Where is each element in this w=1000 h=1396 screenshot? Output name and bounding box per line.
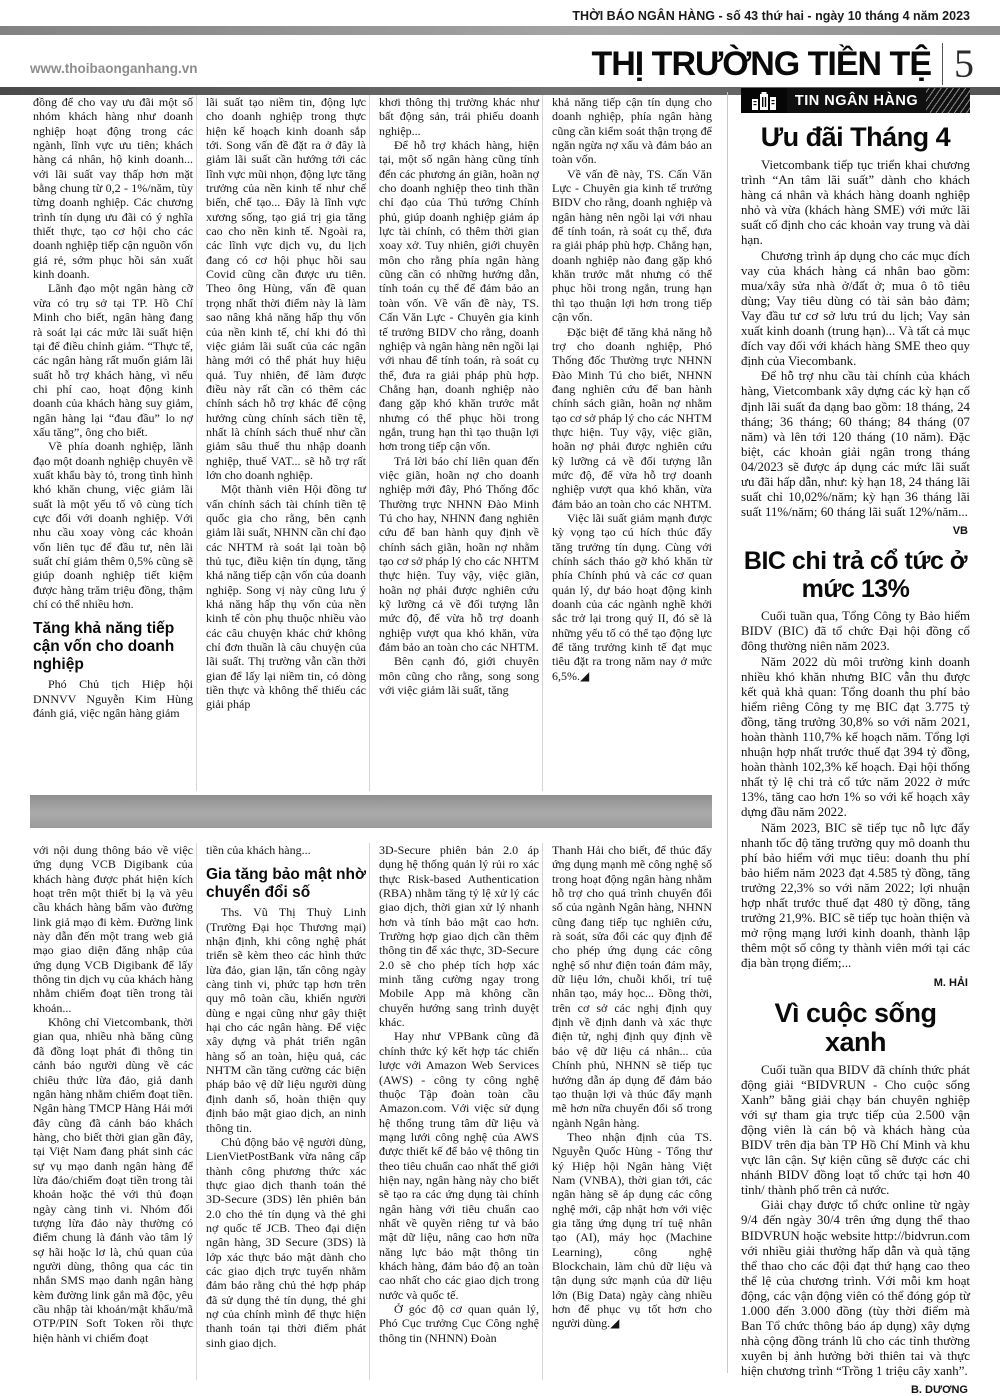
news-sidebar — [741, 88, 970, 1376]
section-title-group — [591, 43, 974, 85]
paragraph: Cuối tuần qua BIDV đã chính thức phát động giải “BIDVRUN - Cho cuộc sống Xanh” bằng giải chạy bán chuyên nghiệp với sự tham gia trực tiếp của 2.500 vận động viên là cán bộ và khách hàng của BIDV trên địa bàn TP Hồ Chí Minh và khu vực lân cận. Sự kiện cũng sẽ được các chi nhánh BIDV đồng loạt tổ chức tại hơn 40 tỉnh/ thành phố trên cả nước. — [741, 1063, 970, 1199]
paragraph: Ở góc độ cơ quan quản lý, Phó Cục trưởng Cục Công nghệ thông tin (NHNN) Đoàn — [379, 1302, 539, 1345]
paragraph: với nội dung thông báo về việc ứng dụng VCB Digibank của khách hàng được phát hiện kích hoạt trên một thiết bị lạ và yêu cầu khách hàng bấm vào đường link giả mạo đi kèm. Đường link này dẫn đến một trang web giả mạo giao diện đăng nhập của ứng dụng VCB Digibank để lấy thông tin dịch vụ của khách hàng nhằm chiếm đoạt tiền trong tài khoản... — [33, 843, 193, 1015]
paragraph: Không chỉ Vietcombank, thời gian qua, nhiều nhà băng cũng đã đồng loạt phát đi thông tin cảnh báo người dùng về các chiêu thức lừa đảo, giả danh ngân hàng nhằm chiếm đoạt tiền. Ngân hàng TMCP Hàng Hải mới đây cũng đã cảnh báo khách hàng, cho biết thời gian gần đây, tại Việt Nam đang phát sinh các sự vụ mạo danh ngân hàng để lừa đảo/chiếm đoạt tiền trong tài khoản hoặc thẻ với thủ đoạn ngày càng tinh vi. Nhóm đối tượng lừa đảo này thường có điểm chung là đánh vào tâm lý sợ hãi hoặc lơ là, chủ quan của người dùng, thông qua các tin nhắn SMS mạo danh ngân hàng kèm đường link gắn mã độc, yêu cầu nhập tài khoản/mật khẩu/mã OTP/PIN Soft Token rồi thực hiện hành vi chiếm đoạt — [33, 1015, 193, 1345]
paragraph: Năm 2022 dù môi trường kinh doanh nhiều khó khăn nhưng BIC vẫn thu được kết quả khả quan: Tổng doanh thu phí bảo hiểm riêng Công ty mẹ BIC đạt 3.775 tỷ đồng, tăng trưởng 30,8% so với năm 2021, hoàn thành 110,7% kế hoạch năm. Tổng lợi nhuận hợp nhất trước thuế đạt 394 tỷ đồng, hoàn thành 102,3% kế hoạch. Đại hội thống nhất tỷ lệ chi trả cổ tức năm 2022 ở mức 13%, tăng cao hơn 1% so với kế hoạch xây dựng đầu năm 2022. — [741, 655, 970, 821]
subheadline-tiep-can-von: Tăng khả năng tiếp cận vốn cho doanh nghiệp — [33, 620, 193, 674]
paragraph: Đặc biệt để tăng khả năng hỗ trợ cho doanh nghiệp, Phó Thống đốc Thường trực NHNN Đào Minh Tú cho biết, NHNN đang nghiên cứu để ban hành chính sách giãn, hoãn nợ nhằm tạo cơ sở pháp lý cho các NHTM thực hiện. Tuy vậy, việc giãn, hoãn nợ phải được nghiên cứu kỹ lưỡng cả về đối tượng lẫn mức độ, để vừa hỗ trợ doanh nghiệp vượt qua khó khăn, vừa đảm bảo an toàn cho các NHTM. — [552, 325, 712, 511]
paragraph: Trả lời báo chí liên quan đến việc giãn, hoãn nợ cho doanh nghiệp mới đây, Phó Thống đốc Thường trực NHNN Đào Minh Tú cho hay, NHNN đang nghiên cứu để ban hành quy định về chính sách giãn, hoãn nợ nhằm tạo cơ sở pháp lý cho các NHTM thực hiện. Tuy vậy, việc giãn, hoãn nợ phải được nghiên cứu kỹ lưỡng cả về đối tượng lẫn mức độ, để vừa hỗ trợ doanh nghiệp vượt qua khó khăn, vừa đảm bảo an toàn cho các NHTM. — [379, 454, 539, 655]
sidebar-article — [741, 123, 970, 537]
news-banner — [741, 88, 970, 113]
title-divider — [942, 43, 943, 85]
paragraph: Vietcombank tiếp tục triển khai chương trình “An tâm lãi suất” dành cho khách hàng cá nhân và khách hàng doanh nghiệp nhỏ và vừa (khách hàng SME) với mức lãi suất cố định cho các khoản vay trung và dài hạn. — [741, 158, 970, 249]
paragraph: Chương trình áp dụng cho các mục đích vay của khách hàng cá nhân bao gồm: mua/xây sửa nhà ở/đất ở; mua ô tô tiêu dùng; Vay tiêu dùng có tài sản bảo đảm; Vay đầu tư cơ sở lưu trú du lịch; Vay sản xuất kinh doanh (trung hạn)... Và tất cả mục đích vay đối với khách hàng SME theo quy định của Viecombank. — [741, 249, 970, 370]
article-column-4 — [542, 95, 712, 791]
sidebar-article — [741, 547, 970, 988]
sidebar-divider-rule — [727, 92, 728, 1373]
article-column-1 — [33, 843, 193, 1380]
page-number: 5 — [954, 44, 974, 84]
issue-line — [0, 0, 1000, 26]
article-title: Vì cuộc sống xanh — [741, 999, 970, 1057]
paragraph: Về vấn đề này, TS. Cấn Văn Lực - Chuyên gia kinh tế trưởng BIDV cho rằng, doanh nghiệp và ngân hàng nên ngồi lại với nhau để tính toán, rà soát cụ thể, đưa ra giải pháp phù hợp. Chẳng hạn, doanh nghiệp nào đang gặp khó khăn trước mắt nhưng có thể phục hồi trong ngắn, trung hạn thì tạo thuận lợi hơn trong tiếp cận vốn. — [552, 167, 712, 325]
article-title: Ưu đãi Tháng 4 — [741, 123, 970, 152]
sidebar-article — [741, 999, 970, 1396]
byline: B. DƯƠNG — [741, 1384, 968, 1396]
paragraph: Thanh Hải cho biết, để thúc đẩy ứng dụng mạnh mẽ công nghệ số trong hoạt động ngân hàng nhằm hỗ trợ cho quá trình chuyển đổi số của ngành Ngân hàng, NHNN cũng đang tiếp tục nghiên cứu, rà soát, sửa đổi các quy định để cho phép ứng dụng các công nghệ số như điện toán đám mây, dữ liệu lớn, chuỗi khối, trí tuệ nhân tạo, máy học... Đồng thời, trên cơ sở các nghị định quy định về định danh và xác thực điện tử, nghị định quy định về bảo vệ dữ liệu cá nhân... của Chính phủ, NHNN sẽ tiếp tục hướng dẫn áp dụng để đảm bảo tạo thuận lợi và thúc đẩy mạnh mẽ hơn nữa chuyển đổi số trong ngành Ngân hàng. — [552, 843, 712, 1130]
paragraph: đồng để cho vay ưu đãi một số nhóm khách hàng như doanh nghiệp hoạt động trong các ngành, lĩnh vực ưu tiên; khách hàng cá nhân, hộ kinh doanh... với lãi suất vay thấp hơn mặt bằng chung từ 0,2 - 1%/năm, tùy từng doanh nghiệp. Các chương trình tín dụng ưu đãi có ý nghĩa thiết thực, tạo cơ hội cho các doanh nghiệp tiếp cận nguồn vốn giá rẻ, sớm phục hồi sản xuất kinh doanh. — [33, 95, 193, 281]
masthead-divider-bar — [0, 26, 1000, 35]
stripes-decoration — [926, 88, 970, 113]
paragraph: Lãnh đạo một ngân hàng cỡ vừa có trụ sở tại TP. Hồ Chí Minh cho biết, ngân hàng đang rà soát lại các mức lãi suất hiện tại để điều chỉnh giảm. “Thực tế, các ngân hàng rất muốn giảm lãi suất hỗ trợ khách hàng, vì nếu chi phí cao, hoạt động kinh doanh của khách hàng suy giảm, ngân hàng lại “đau đầu” lo nợ xấu tăng”, ông cho biết. — [33, 281, 193, 439]
paragraph: Để hỗ trợ nhu cầu tài chính của khách hàng, Vietcombank xây dựng các kỳ hạn cố định lãi suất đa dạng bao gồm: 18 tháng, 24 tháng; 36 tháng; 60 tháng; 84 tháng (07 năm) và lên tới 120 tháng (10 năm). Đặc biệt, các khoản giải ngân trong tháng 04/2023 sẽ được áp dụng các mức lãi suất ưu đãi hấp dẫn, như: kỳ hạn 18, 24 tháng lãi suất chỉ 10,02%/năm; kỳ hạn 36 tháng lãi suất 11%/năm; 60 tháng lãi suất 12%/năm... — [741, 369, 970, 520]
main-article-bottom — [33, 843, 723, 1380]
title-row — [0, 35, 1000, 87]
masthead — [0, 0, 1000, 95]
paragraph: Việc lãi suất giảm mạnh được kỳ vọng tạo cú hích thúc đẩy tăng trưởng tín dụng. Cùng với chính sách tháo gỡ khó khăn từ phía Chính phủ và các cơ quan quản lý, dự báo hoạt động kinh doanh của các ngành nghề khởi sắc trở lại trong quý II, đó sẽ là những yếu tố có thể tạo động lực để tăng trưởng kinh tế đạt mục tiêu đặt ra trong năm nay ở mức 6,5%.◢ — [552, 511, 712, 683]
paragraph: Hay như VPBank cũng đã chính thức ký kết hợp tác chiến lược với Amazon Web Services (AWS) - công ty công nghệ thuộc Tập đoàn toàn cầu Amazon.com. Với việc sử dụng hệ thống trung tâm dữ liệu và mạng lưới công nghệ của AWS được thiết kế để bảo vệ thông tin theo tiêu chuẩn cao nhất thế giới hiện nay, ngân hàng này cho biết sẽ tạo ra các ứng dụng tài chính ngân hàng với tiêu chuẩn cao nhất về quyền riêng tư và bảo mật dữ liệu, nâng cao hơn nữa năng lực bảo mật thông tin khách hàng, đảm bảo độ an toàn cao nhất cho các giao dịch trong nước và quốc tế. — [379, 1029, 539, 1302]
article-column-1 — [33, 95, 193, 791]
paragraph: Về phía doanh nghiệp, lãnh đạo một doanh nghiệp chuyên về xuất khẩu bày tỏ, trong tình hình khó khăn chung, việc giảm lãi suất là một yếu tố vô cùng tích cực đối với doanh nghiệp. Với nhu cầu xoay vòng các khoản vốn liên tục để đầu tư, nên lãi suất chỉ giảm thêm 0,5% cũng sẽ giúp doanh nghiệp tiết kiệm được hàng trăm triệu đồng, thậm chí có thể nhiều hơn. — [33, 439, 193, 611]
paragraph: Bên cạnh đó, giới chuyên môn cũng cho rằng, song song với việc giảm lãi suất, tăng — [379, 654, 539, 697]
main-article-top — [33, 95, 723, 791]
paragraph: khơi thông thị trường khác như bất động sản, trái phiếu doanh nghiệp... — [379, 95, 539, 138]
paper-name: THỜI BÁO NGÂN HÀNG — [572, 9, 715, 23]
website-url: www.thoibaonganhang.vn — [30, 61, 198, 85]
paragraph: Năm 2023, BIC sẽ tiếp tục nỗ lực đẩy nhanh tốc độ tăng trưởng quy mô doanh thu phí bảo hiểm với mục tiêu: doanh thu phí bảo hiểm năm 2023 đạt 4.585 tỷ đồng, tăng trưởng 22,3% so với năm 2022; lợi nhuận hợp nhất trước thuế đạt 480 tỷ đồng, tăng trưởng 21,9%. BIC sẽ tiếp tục hoàn thiện và mở rộng mạng lưới kinh doanh, thành lập thêm một số công ty thành viên mới tại các địa bàn trọng điểm;... — [741, 821, 970, 972]
section-title: THỊ TRƯỜNG TIỀN TỆ — [591, 46, 931, 82]
paragraph: Chủ động bảo vệ người dùng, LienVietPostBank vừa nâng cấp thành công phương thức xác thực giao dịch thanh toán thẻ 3D-Secure (3DS) lên phiên bản 2.0 cho thẻ tín dụng và thẻ ghi nợ quốc tế JCB. Theo đại diện ngân hàng, 3D Secure (3DS) là lớp xác thực bảo mật dành cho các giao dịch trực tuyến nhằm đảm bảo rằng chủ thẻ hợp pháp đã sử dụng thẻ tín dụng, thẻ ghi nợ của chính mình để thực hiện thanh toán tại thời điểm phát sinh giao dịch. — [206, 1135, 366, 1350]
article-column-2 — [196, 95, 366, 791]
paragraph: Để hỗ trợ khách hàng, hiện tại, một số ngân hàng cũng tính đến các phương án giãn, hoãn nợ cho doanh nghiệp theo tinh thần chỉ đạo của Thủ tướng Chính phủ, giúp doanh nghiệp giảm áp lực tài chính, có thêm thời gian xoay xở. Tuy nhiên, giới chuyên môn cho rằng phía ngân hàng cũng cần có những hướng dẫn, tính toán cụ thể để đảm bảo an toàn vốn. Về vấn đề này, TS. Cấn Văn Lực - Chuyên gia kinh tế trưởng BIDV cho rằng, doanh nghiệp và ngân hàng nên ngồi lại với nhau để tính toán, rà soát cụ thể, đưa ra giải pháp phù hợp. Chẳng hạn, doanh nghiệp nào đang gặp khó khăn trước mắt nhưng có thể phục hồi trong ngắn, trung hạn thì tạo thuận lợi hơn trong tiếp cận vốn. — [379, 138, 539, 454]
byline: VB — [741, 525, 968, 537]
bank-building-icon — [741, 88, 787, 113]
paragraph: 3D-Secure phiên bản 2.0 áp dụng hệ thống quản lý rủi ro xác thực Risk-based Authentication (RBA) nhằm tăng tỷ lệ xử lý các giao dịch, thời gian xử lý nhanh hơn và tính bảo mật cao hơn. Trường hợp giao dịch cần thêm thông tin để xác thực, 3D-Secure 2.0 sẽ cho phép tích hợp xác minh tăng cường ngay trong Mobile App mà không cần chuyển hướng sang trình duyệt khác. — [379, 843, 539, 1029]
section-divider-bar — [30, 795, 712, 828]
issue-info: - số 43 thứ hai - ngày 10 tháng 4 năm 2023 — [719, 9, 971, 23]
paragraph: Phó Chủ tịch Hiệp hội DNNVV Nguyễn Kim Hùng đánh giá, việc ngân hàng giảm — [33, 677, 193, 720]
paragraph: lãi suất tạo niềm tin, động lực cho doanh nghiệp trong thực hiện kế hoạch kinh doanh sắp tới. Song vấn đề đặt ra ở đây là giảm lãi suất cần hướng tới các lĩnh vực mũi nhọn, động lực tăng trưởng của nền kinh tế như chế biến, chế tạo... Đây là lĩnh vực xương sống, tạo giá trị gia tăng cao cho nền kinh tế. Ngoài ra, các lĩnh vực dịch vụ, du lịch đang có cơ hội phục hồi sau Covid cũng cần được ưu tiên. Theo ông Hùng, vấn đề quan trọng nhất thời điểm này là làm sao nâng khả năng hấp thụ vốn của nền kinh tế, chỉ khi đó thì việc giảm lãi suất của các ngân hàng mới có thể phát huy hiệu quả. Tuy nhiên, để làm được điều này rất cần có thêm các chính sách hỗ trợ khác để cộng hưởng cùng chính sách tiền tệ, nhất là chính sách thuế như cần giảm sâu thuế thu nhập doanh nghiệp, thuế VAT... sẽ hỗ trợ rất lớn cho doanh nghiệp. — [206, 95, 366, 482]
paragraph: Ths. Vũ Thị Thuỳ Linh (Trường Đại học Thương mại) nhận định, khi công nghệ phát triển sẽ kèm theo các hình thức lừa đảo, gian lận, tấn công ngày càng tinh vi, phức tạp hơn trên quy mô toàn cầu, khiến người dùng e ngại cũng như gây thiệt hại cho các ngân hàng. Để việc xây dựng và phát triển ngân hàng số an toàn, hiệu quả, các NHTM cần tăng cường các biện pháp bảo vệ dữ liệu người dùng định danh số, hoàn thiện quy định bảo mật giao dịch, an ninh thông tin. — [206, 905, 366, 1135]
byline: M. HẢI — [741, 977, 968, 989]
article-title: BIC chi trả cổ tức ở mức 13% — [741, 547, 970, 603]
article-column-2 — [196, 843, 366, 1380]
paragraph: tiền của khách hàng... — [206, 843, 366, 857]
paragraph: Giải chạy được tổ chức online từ ngày 9/4 đến ngày 30/4 trên ứng dụng thể thao BIDVRUN hoặc website http://bidvrun.com với nhiều giải thưởng hấp dẫn và quà tặng thể thao cho các đội đạt thứ hạng cao theo thể lệ của chương trình. Với mỗi km hoạt động, các vận động viên có thể đóng góp từ 1.000 đến 3.000 đồng (tùy thời điểm mà Ban Tổ chức thông báo áp dụng) xây dựng nhà cộng đồng tránh lũ cho các tỉnh thường xuyên bị ảnh hưởng bởi thiên tai và thực hiện chương trình “Trồng 1 triệu cây xanh”. — [741, 1198, 970, 1379]
paragraph: khả năng tiếp cận tín dụng cho doanh nghiệp, phía ngân hàng cũng cần kiểm soát thận trọng để ngăn ngừa nợ xấu và đảm bảo an toàn vốn. — [552, 95, 712, 167]
paragraph: Một thành viên Hội đồng tư vấn chính sách tài chính tiền tệ quốc gia cho rằng, bên cạnh giảm lãi suất, NHNN cần chỉ đạo các NHTM rà soát lại toàn bộ thủ tục, điều kiện tín dụng, tăng khả năng tiếp cận vốn của doanh nghiệp. Song vị này cũng lưu ý khả năng hấp thụ vốn của nền kinh tế còn phụ thuộc nhiều vào các câu chuyện khác chứ không chỉ đơn thuần là câu chuyện của lãi suất. Thị trường vẫn cần thời gian để lấy lại niềm tin, có dòng tiền thực và không thể thiếu các giải pháp — [206, 482, 366, 712]
article-column-4 — [542, 843, 712, 1380]
paragraph: Theo nhận định của TS. Nguyễn Quốc Hùng - Tổng thư ký Hiệp hội Ngân hàng Việt Nam (VNBA), thời gian tới, các ngân hàng sẽ áp dụng các công nghệ mới, cập nhật hơn với việc gia tăng ứng dụng trí tuệ nhân tạo (AI), máy học (Machine Learning), công nghệ Blockchain, làm chủ dữ liệu và tận dụng sức mạnh của dữ liệu lớn (Big Data) ngày càng nhiều hơn để phục vụ tốt hơn cho người dùng.◢ — [552, 1130, 712, 1331]
article-column-3 — [369, 843, 539, 1380]
banner-title: TIN NGÂN HÀNG — [787, 93, 926, 109]
paragraph: Cuối tuần qua, Tổng Công ty Bảo hiểm BIDV (BIC) đã tổ chức Đại hội đồng cổ đông thường niên năm 2023. — [741, 609, 970, 654]
subheadline-bao-mat: Gia tăng bảo mật nhờ chuyển đổi số — [206, 866, 366, 902]
article-column-3 — [369, 95, 539, 791]
